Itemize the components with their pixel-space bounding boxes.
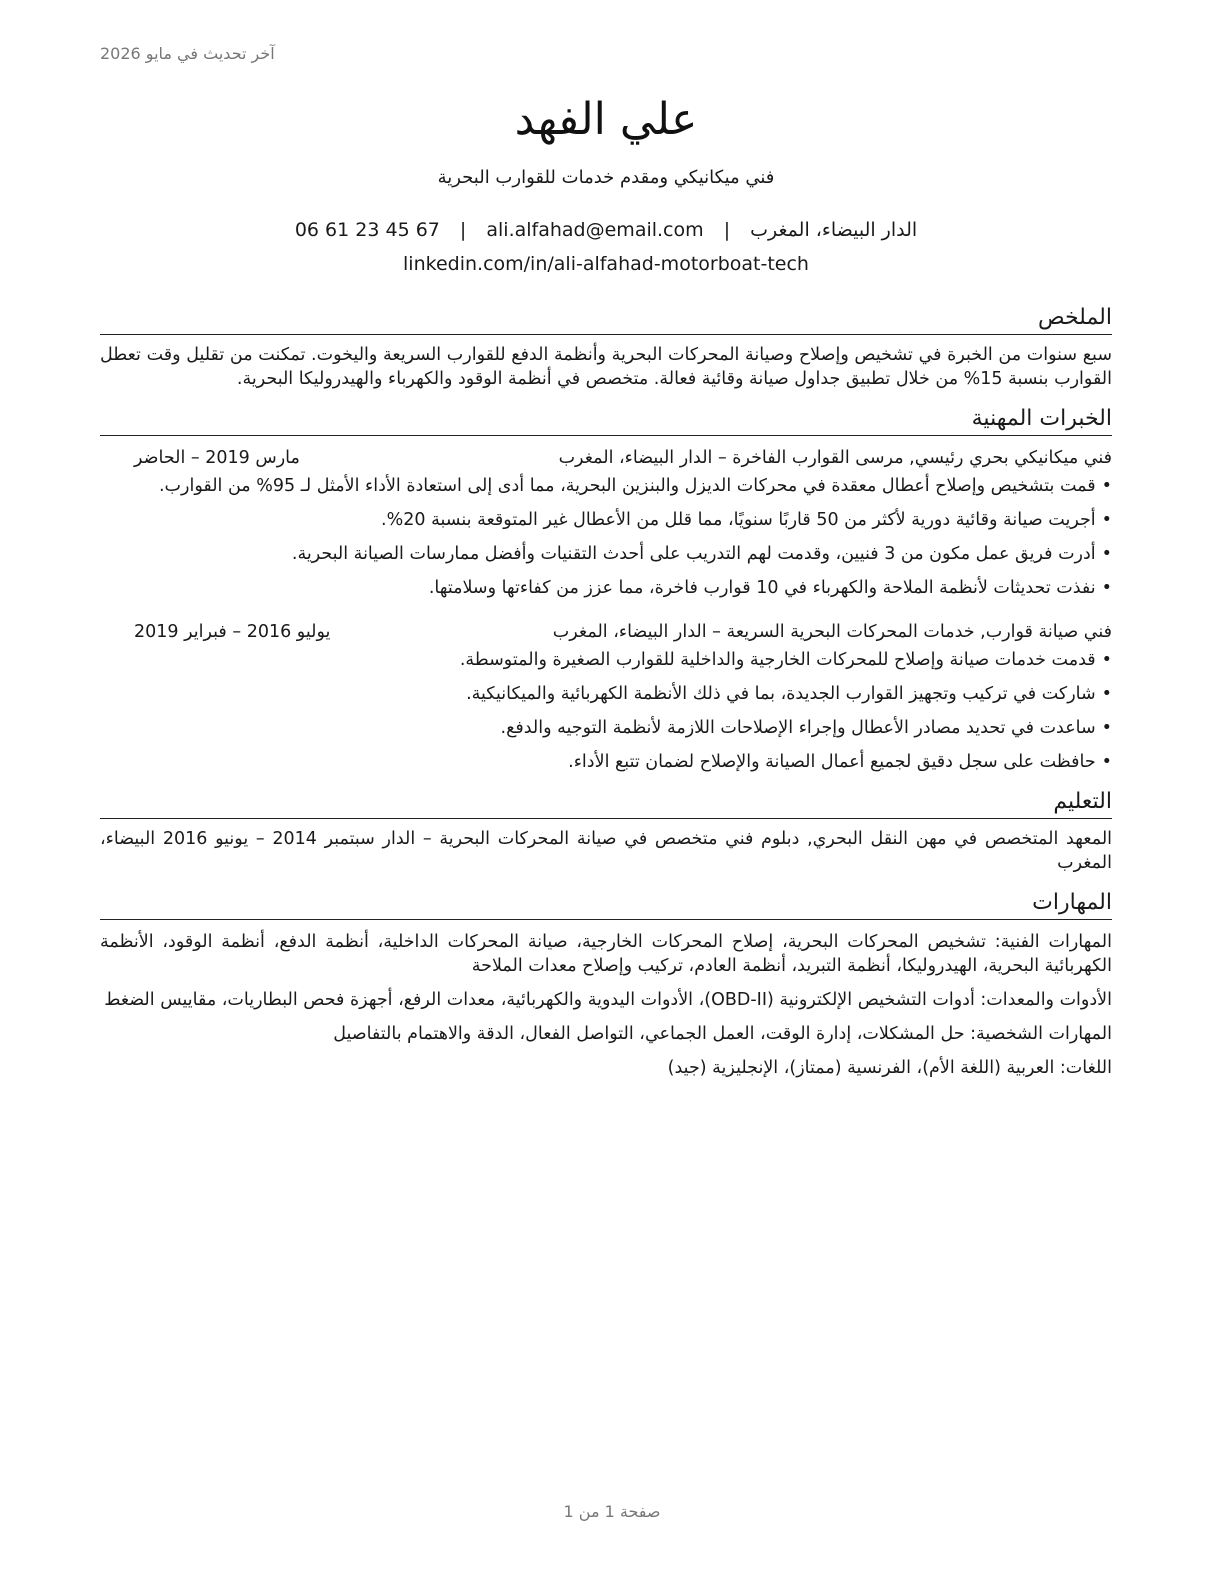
bullet-icon: •	[1101, 752, 1112, 772]
contact-line	[100, 216, 1112, 244]
list-item	[100, 508, 1112, 532]
bullet-text: أدرت فريق عمل مكون من 3 فنيين، وقدمت لهم التدريب على أحدث التقنيات وأفضل ممارسات الصيانة البحرية.	[291, 544, 1096, 564]
job-header	[100, 446, 1112, 470]
bullet-text: قمت بتشخيص وإصلاح أعطال معقدة في محركات الديزل والبنزين البحرية، مما أدى إلى استعادة الأداء الأمثل لـ 95% من القوارب.	[158, 476, 1096, 496]
summary-text: سبع سنوات من الخبرة في تشخيص وإصلاح وصيانة المحركات البحرية وأنظمة الدفع للقوارب السريعة واليخوت. تمكنت من تقليل وقت تعطل القوارب بنسبة 15% من خلال تطبيق جداول صيانة وقائية فعالة. متخصص في أنظمة الوقود والكهرباء والهيدروليكا البحرية.	[100, 345, 1112, 389]
section-title: الملخص	[100, 304, 1112, 335]
experience-section	[100, 405, 1112, 774]
bullet-text: نفذت تحديثات لأنظمة الملاحة والكهرباء في 10 قوارب فاخرة، مما عزز من كفاءتها وسلامتها.	[428, 578, 1096, 598]
job-header	[100, 620, 1112, 644]
last-updated-note: آخر تحديث في مايو 2026	[100, 44, 275, 63]
list-item	[100, 716, 1112, 740]
bullet-text: أجريت صيانة وقائية دورية لأكثر من 50 قاربًا سنويًا، مما قلل من الأعطال غير المتوقعة بنسبة 20%.	[381, 510, 1096, 530]
bullet-text: قدمت خدمات صيانة وإصلاح للمحركات الخارجية والداخلية للقوارب الصغيرة والمتوسطة.	[459, 650, 1096, 670]
job-dates: مارس 2019 – الحاضر	[134, 448, 300, 468]
education-section	[100, 788, 1112, 875]
list-item	[100, 576, 1112, 600]
job-subtitle: فني ميكانيكي ومقدم خدمات للقوارب البحرية	[437, 167, 775, 188]
contact-linkedin[interactable]: linkedin.com/in/ali-alfahad-motorboat-tech	[403, 253, 809, 275]
resume-document	[100, 88, 1112, 1080]
bullet-icon: •	[1101, 510, 1112, 530]
bullet-text: ساعدت في تحديد مصادر الأعطال وإجراء الإصلاحات اللازمة لأنظمة التوجيه والدفع.	[500, 718, 1096, 738]
job-entry	[100, 446, 1112, 600]
bullet-icon: •	[1101, 544, 1112, 564]
person-name: علي الفهد	[514, 94, 698, 145]
section-title: الخبرات المهنية	[100, 405, 1112, 436]
section-title: المهارات	[100, 889, 1112, 920]
summary-section	[100, 304, 1112, 391]
contact-phone: 06 61 23 45 67	[294, 219, 440, 241]
job-bullets	[100, 474, 1112, 600]
bullet-text: حافظت على سجل دقيق لجميع أعمال الصيانة والإصلاح لضمان تتبع الأداء.	[568, 752, 1096, 772]
bullet-icon: •	[1101, 650, 1112, 670]
skills-section	[100, 889, 1112, 1080]
job-dates: يوليو 2016 – فبراير 2019	[134, 622, 331, 642]
job-heading: فني صيانة قوارب, خدمات المحركات البحرية السريعة – الدار البيضاء، المغرب	[552, 622, 1112, 642]
education-text: المعهد المتخصص في مهن النقل البحري, دبلوم فني متخصص في صيانة المحركات البحرية – الدار سبتمبر 2014 – يونيو 2016 البيضاء، المغرب	[100, 829, 1113, 873]
contact-location: الدار البيضاء، المغرب	[750, 219, 918, 241]
bullet-icon: •	[1101, 684, 1112, 704]
section-title: التعليم	[100, 788, 1112, 819]
contact-separator: |	[459, 219, 467, 241]
bullet-icon: •	[1101, 718, 1112, 738]
skills-soft: المهارات الشخصية: حل المشكلات، إدارة الوقت، العمل الجماعي، التواصل الفعال، الدقة والاهتمام بالتفاصيل	[333, 1024, 1112, 1044]
job-heading: فني ميكانيكي بحري رئيسي, مرسى القوارب الفاخرة – الدار البيضاء، المغرب	[558, 448, 1112, 468]
list-item	[100, 474, 1112, 498]
skills-technical: المهارات الفنية: تشخيص المحركات البحرية، إصلاح المحركات الخارجية، صيانة المحركات الداخلية، أنظمة الدفع، أنظمة الوقود، الأنظمة الكهربائية البحرية، الهيدروليكا، أنظمة التبريد، أنظمة العادم، تركيب وإصلاح معدات الملاحة	[100, 932, 1112, 976]
page-number: صفحة 1 من 1	[563, 1502, 661, 1521]
skills-tools: الأدوات والمعدات: أدوات التشخيص الإلكترونية (OBD-II)، الأدوات اليدوية والكهربائية، معدات الرفع، أجهزة فحص البطاريات، مقاييس الضغط	[104, 990, 1112, 1010]
list-item	[100, 542, 1112, 566]
job-bullets	[100, 648, 1112, 774]
bullet-icon: •	[1101, 476, 1112, 496]
bullet-icon: •	[1101, 578, 1112, 598]
list-item	[100, 648, 1112, 672]
list-item	[100, 750, 1112, 774]
bullet-text: شاركت في تركيب وتجهيز القوارب الجديدة، بما في ذلك الأنظمة الكهربائية والميكانيكية.	[466, 684, 1096, 704]
job-entry	[100, 620, 1112, 774]
contact-email[interactable]: ali.alfahad@email.com	[486, 219, 704, 241]
contact-separator: |	[723, 219, 731, 241]
skills-languages: اللغات: العربية (اللغة الأم)، الفرنسية (ممتاز)، الإنجليزية (جيد)	[667, 1058, 1112, 1078]
list-item	[100, 682, 1112, 706]
